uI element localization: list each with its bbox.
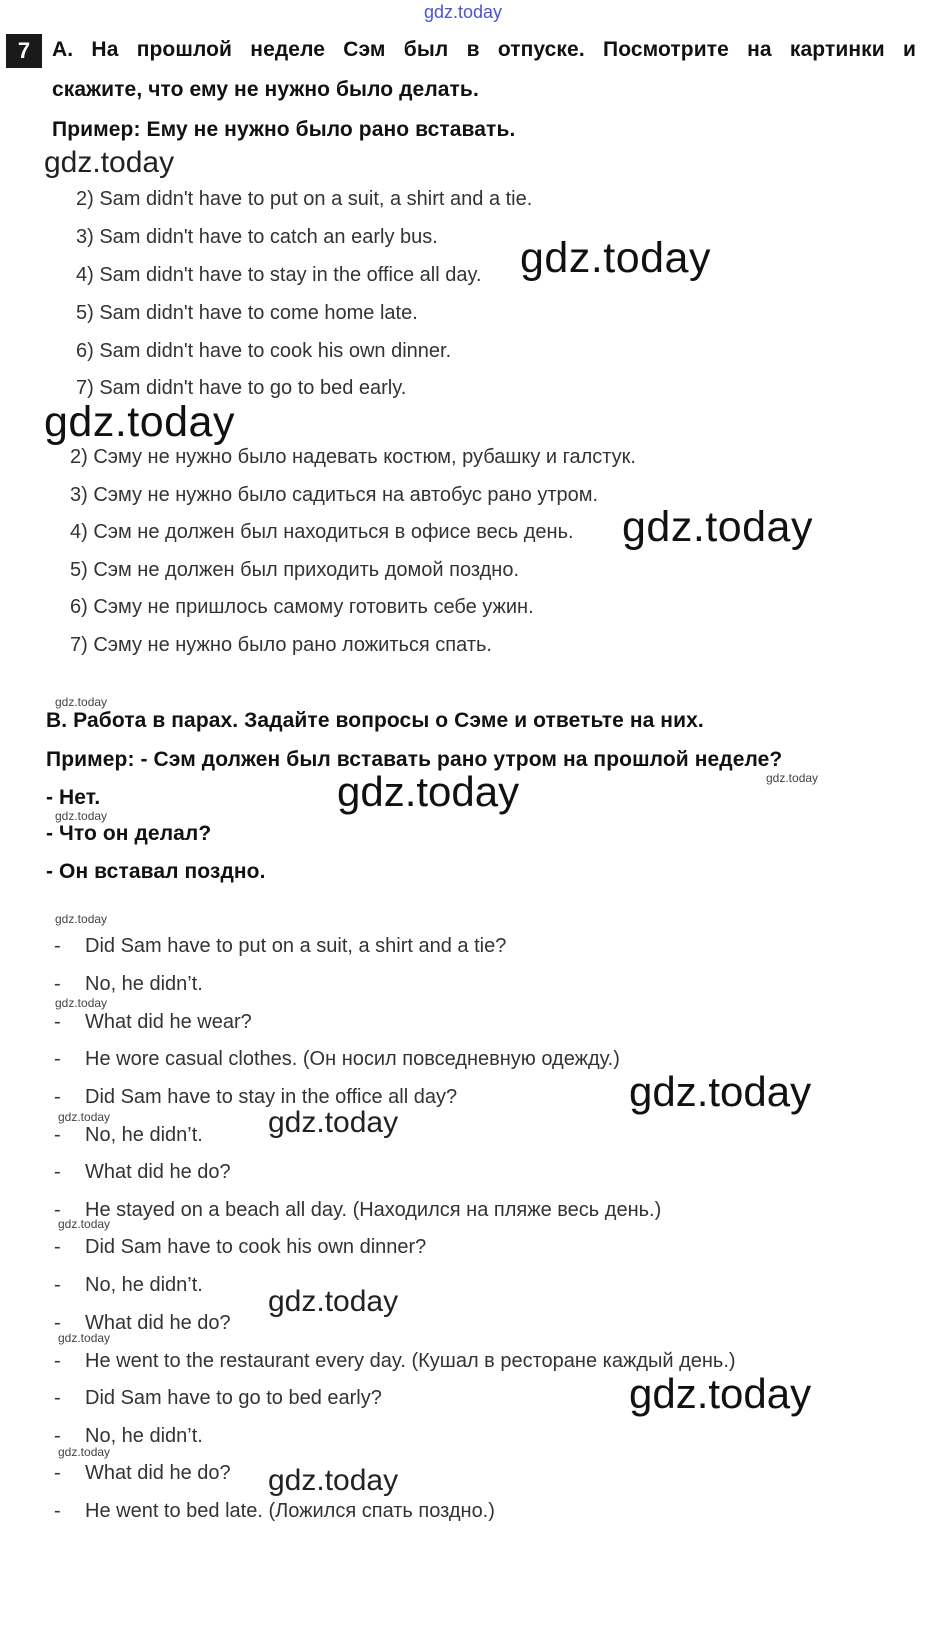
russian-answer: 5) Сэм не должен был приходить домой поздно. bbox=[70, 559, 520, 581]
dialogue-line: He stayed on a beach all day. (Находился на пляже весь день.) bbox=[85, 1199, 662, 1221]
watermark: gdz.today bbox=[629, 1068, 812, 1115]
watermark-top: gdz.today bbox=[424, 2, 503, 22]
part-a-example: Пример: Ему не нужно было рано вставать. bbox=[52, 118, 516, 141]
russian-answer: 7) Сэму не нужно было рано ложиться спать. bbox=[70, 634, 492, 656]
dialogue-line: Did Sam have to cook his own dinner? bbox=[85, 1236, 427, 1258]
dialogue-line: What did he do? bbox=[85, 1161, 231, 1183]
dialogue-dash: - bbox=[54, 1161, 61, 1183]
dialogue-dash: - bbox=[54, 1425, 61, 1447]
watermark: gdz.today bbox=[58, 1445, 111, 1459]
dialogue-dash: - bbox=[54, 1048, 61, 1070]
part-a-instruction-line2: скажите, что ему не нужно было делать. bbox=[52, 78, 479, 101]
dialogue-line: He went to the restaurant every day. (Кушал в ресторане каждый день.) bbox=[85, 1350, 736, 1372]
dialogue-line: No, he didn’t. bbox=[85, 973, 203, 995]
dialogue-line: No, he didn’t. bbox=[85, 1274, 203, 1296]
russian-answer: 3) Сэму не нужно было садиться на автобус рано утром. bbox=[70, 484, 599, 506]
dialogue-dash: - bbox=[54, 935, 61, 957]
english-answer: 4) Sam didn't have to stay in the office all day. bbox=[76, 264, 482, 286]
dialogue-line: He wore casual clothes. (Он носил повседневную одежду.) bbox=[85, 1048, 620, 1070]
watermark: gdz.today bbox=[268, 1106, 399, 1139]
part-b-example: Пример: - Сэм должен был вставать рано утром на прошлой неделе? bbox=[46, 748, 783, 771]
english-answer: 5) Sam didn't have to come home late. bbox=[76, 302, 418, 324]
dialogue-line: What did he wear? bbox=[85, 1011, 252, 1033]
dialogue-dash: - bbox=[54, 1274, 61, 1296]
part-a-instruction-line1: A. На прошлой неделе Сэм был в отпуске. Посмотрите на картинки и bbox=[52, 38, 916, 61]
dialogue-dash: - bbox=[54, 1462, 61, 1484]
dialogue-line: No, he didn’t. bbox=[85, 1425, 203, 1447]
dialogue-line: What did he do? bbox=[85, 1462, 231, 1484]
watermark: gdz.today bbox=[55, 809, 108, 823]
watermark: gdz.today bbox=[622, 503, 813, 551]
watermark: gdz.today bbox=[44, 146, 175, 179]
dialogue-dash: - bbox=[54, 1086, 61, 1108]
dialogue-line: Did Sam have to stay in the office all day? bbox=[85, 1086, 458, 1108]
watermark: gdz.today bbox=[55, 912, 108, 926]
watermark: gdz.today bbox=[55, 695, 108, 709]
dialogue-dash: - bbox=[54, 973, 61, 995]
dialogue-line: No, he didn’t. bbox=[85, 1124, 203, 1146]
dialogue-dash: - bbox=[54, 1312, 61, 1334]
russian-answer: 6) Сэму не пришлось самому готовить себе ужин. bbox=[70, 596, 534, 618]
watermark: gdz.today bbox=[337, 768, 520, 815]
part-b-instruction: B. Работа в парах. Задайте вопросы о Сэме и ответьте на них. bbox=[46, 709, 704, 732]
exercise-number-badge: 7 bbox=[6, 34, 42, 68]
english-answer: 6) Sam didn't have to cook his own dinner. bbox=[76, 340, 452, 362]
dialogue-dash: - bbox=[54, 1236, 61, 1258]
watermark: gdz.today bbox=[268, 1464, 399, 1497]
dialogue-line: He went to bed late. (Ложился спать поздно.) bbox=[85, 1500, 495, 1522]
dialogue-dash: - bbox=[54, 1124, 61, 1146]
watermark: gdz.today bbox=[44, 398, 235, 446]
dialogue-dash: - bbox=[54, 1011, 61, 1033]
watermark: gdz.today bbox=[58, 1110, 111, 1124]
dialogue-line: Did Sam have to go to bed early? bbox=[85, 1387, 382, 1409]
english-answer: 2) Sam didn't have to put on a suit, a shirt and a tie. bbox=[76, 188, 533, 210]
dialogue-line: What did he do? bbox=[85, 1312, 231, 1334]
part-b-example: - Что он делал? bbox=[46, 822, 212, 845]
dialogue-dash: - bbox=[54, 1199, 61, 1221]
russian-answer: 4) Сэм не должен был находиться в офисе весь день. bbox=[70, 521, 574, 543]
watermark: gdz.today bbox=[58, 1217, 111, 1231]
watermark: gdz.today bbox=[520, 234, 711, 282]
watermark: gdz.today bbox=[58, 1331, 111, 1345]
watermark: gdz.today bbox=[629, 1370, 812, 1417]
dialogue-dash: - bbox=[54, 1500, 61, 1522]
dialogue-dash: - bbox=[54, 1387, 61, 1409]
watermark: gdz.today bbox=[766, 771, 819, 785]
part-b-example: - Нет. bbox=[46, 786, 101, 809]
russian-answer: 2) Сэму не нужно было надевать костюм, рубашку и галстук. bbox=[70, 446, 636, 468]
watermark: gdz.today bbox=[55, 996, 108, 1010]
english-answer: 7) Sam didn't have to go to bed early. bbox=[76, 377, 407, 399]
part-b-example: - Он вставал поздно. bbox=[46, 860, 266, 883]
dialogue-line: Did Sam have to put on a suit, a shirt and a tie? bbox=[85, 935, 507, 957]
english-answer: 3) Sam didn't have to catch an early bus. bbox=[76, 226, 438, 248]
watermark: gdz.today bbox=[268, 1285, 399, 1318]
dialogue-dash: - bbox=[54, 1350, 61, 1372]
